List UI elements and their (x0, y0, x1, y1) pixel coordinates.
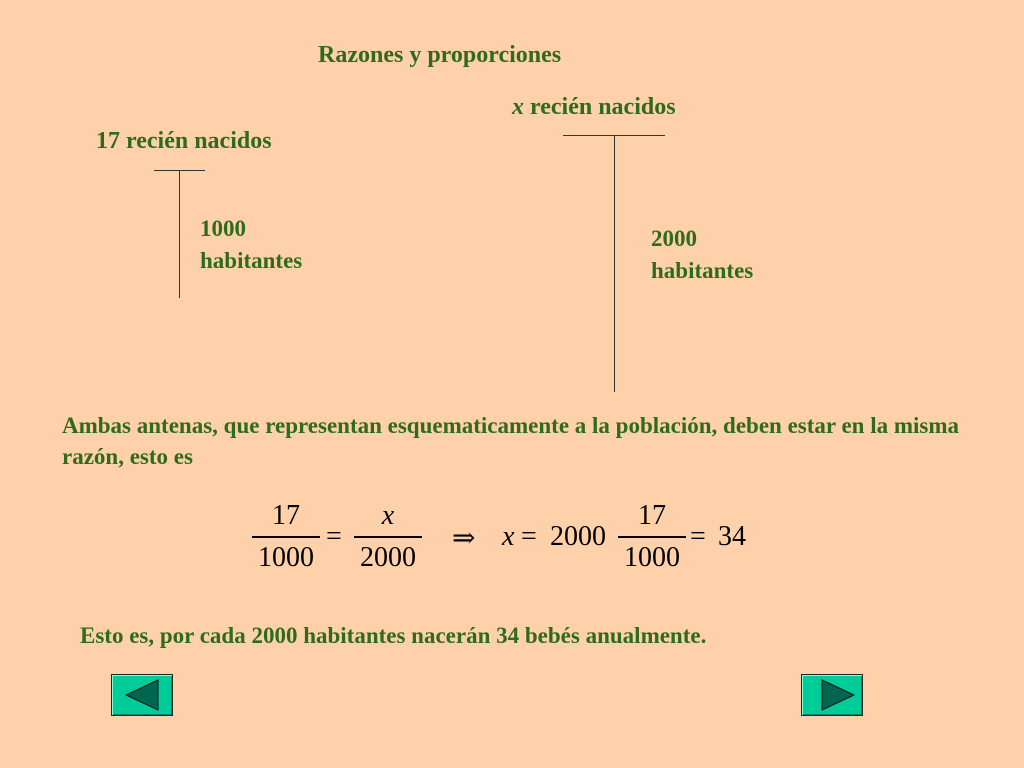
previous-slide-button[interactable] (111, 674, 173, 716)
explanation-paragraph: Ambas antenas, que representan esquematicamente a la población, deben estar en la misma razón, esto es (62, 413, 959, 469)
coefficient: 2000 (550, 521, 606, 552)
fraction-denominator: 1000 (624, 541, 680, 573)
triangle-right-icon (802, 675, 872, 715)
left-antenna-population (200, 213, 302, 277)
equals-sign: = (521, 521, 537, 552)
equals-sign: = (326, 521, 342, 552)
fraction-denominator: 1000 (258, 541, 314, 573)
right-antenna-label (512, 94, 676, 121)
fraction-bar (354, 536, 422, 538)
left-antenna-pole (179, 170, 180, 298)
right-antenna-variable: x (512, 94, 524, 120)
fraction-x-over-2000 (354, 500, 422, 574)
implies-arrow: ⇒ (452, 523, 476, 554)
left-population-number: 1000 (200, 216, 246, 241)
conclusion-text: Esto es, por cada 2000 habitantes nacerán 34 bebés anualmente. (80, 623, 707, 648)
fraction-numerator: 17 (638, 500, 666, 531)
equals-sign: = (690, 521, 706, 552)
left-antenna-label: 17 recién nacidos (96, 128, 272, 154)
page-title: Razones y proporciones (318, 42, 562, 68)
right-population-number: 2000 (651, 226, 697, 251)
variable-x: x (502, 521, 515, 552)
fraction-17-over-1000 (618, 500, 686, 574)
fraction-bar (252, 536, 320, 538)
right-population-unit: habitantes (651, 258, 754, 283)
triangle-left-icon (112, 675, 172, 715)
fraction-numerator: x (381, 500, 395, 531)
right-antenna-label-text: recién nacidos (524, 94, 676, 120)
right-antenna-pole (614, 135, 615, 392)
next-slide-button[interactable] (801, 674, 863, 716)
fraction-numerator: 17 (272, 500, 300, 531)
left-population-unit: habitantes (200, 248, 303, 273)
equation-result: 34 (718, 521, 746, 552)
fraction-bar (618, 536, 686, 538)
fraction-17-over-1000 (252, 500, 320, 574)
fraction-denominator: 2000 (360, 541, 416, 573)
right-antenna-population (651, 223, 753, 287)
